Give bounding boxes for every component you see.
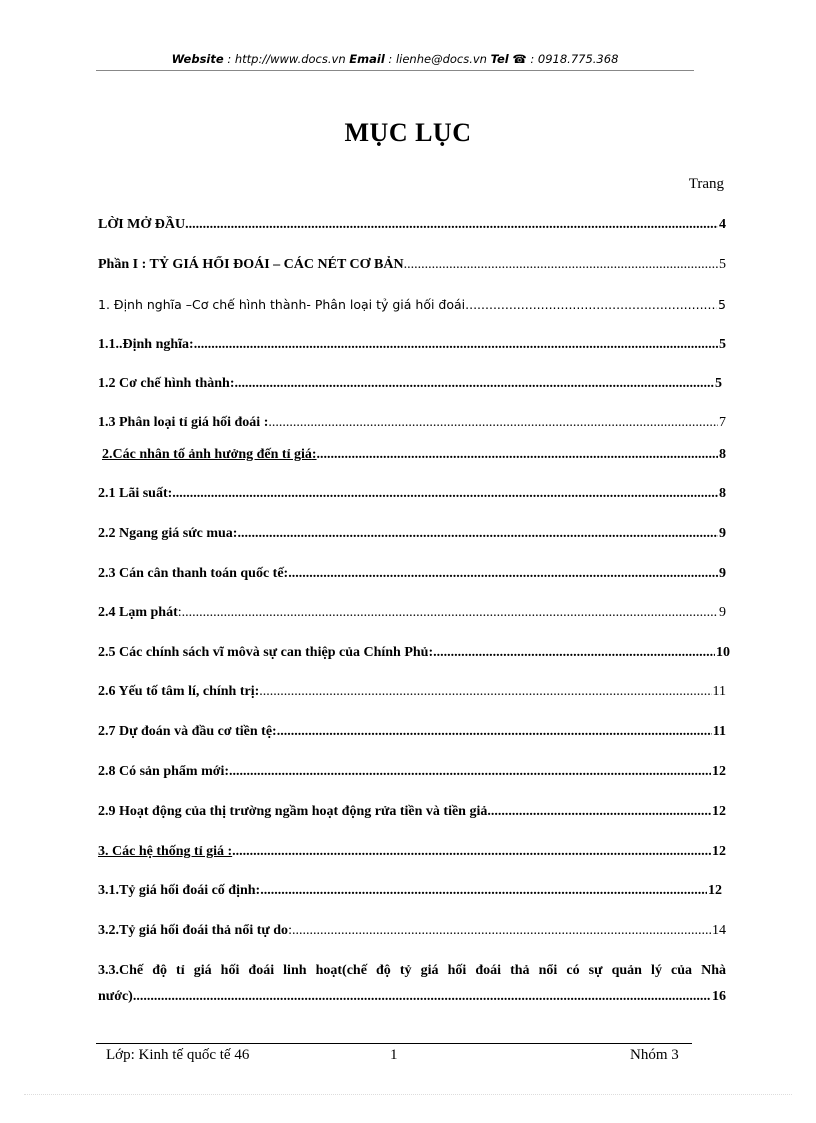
toc-entry: [98, 843, 726, 861]
toc-leader: [317, 446, 718, 464]
toc-entry: [98, 525, 726, 543]
toc-entry: [98, 256, 726, 274]
toc-leader: [465, 296, 717, 314]
footer-group-label: Nhóm 3: [630, 1047, 679, 1063]
toc-entry: [98, 336, 726, 354]
toc-entry-label-suffix: :: [311, 447, 317, 462]
toc-entry-page: 10: [716, 645, 730, 660]
toc-entry-label: 3. Các hệ thống tỉ giá :: [98, 844, 233, 859]
toc-entry-page: 11: [712, 684, 726, 699]
toc-entry-page: 16: [712, 989, 726, 1004]
toc-leader: [277, 723, 712, 741]
toc-entry: [98, 763, 726, 781]
toc-entry-page: 5: [719, 257, 726, 272]
toc-entry: [98, 644, 730, 662]
footer-class-label: Lớp: Kinh tế quốc tế 46: [106, 1047, 250, 1063]
toc-entry-page: 8: [719, 486, 726, 501]
toc-entry-page: 5: [718, 297, 726, 312]
toc-entry-label: LỜI MỞ ĐẦU: [98, 217, 186, 232]
phone-icon: ☎: [512, 52, 527, 66]
email-value: : lienhe@docs.vn: [384, 52, 491, 66]
page-header: [96, 52, 694, 66]
toc-leader: [288, 565, 718, 583]
toc-leader: [229, 763, 711, 781]
tel-value: : 0918.775.368: [526, 52, 619, 66]
toc-entry-label: 2.2 Ngang giá sức mua:: [98, 526, 238, 541]
toc-entry-page: 7: [719, 415, 726, 430]
toc-entry-label: 2.1 Lãi suất:: [98, 486, 173, 501]
toc-entry: [98, 988, 726, 1006]
toc-leader: [487, 803, 711, 821]
toc-entry: [98, 803, 726, 821]
toc-entry-page: 14: [712, 923, 726, 938]
toc-entry-label-suffix: :: [288, 923, 292, 938]
toc-entry: [102, 446, 726, 464]
toc-entry-page: 8: [719, 447, 726, 462]
toc-entry-label: 2.8 Có sản phẩm mới:: [98, 764, 230, 779]
toc-entry-label: 1. Định nghĩa –Cơ chế hình thành- Phân loại tỷ giá hối đoái: [98, 297, 466, 312]
toc-leader: [259, 683, 711, 701]
page-bottom-border: [24, 1094, 792, 1095]
toc-entry-label: 2.7 Dự đoán và đầu cơ tiền tệ:: [98, 724, 277, 739]
toc-entry-label: 2.Các nhân tố ảnh hưởng đến tỉ giá: [102, 447, 312, 462]
toc-entry-page: 12: [712, 844, 726, 859]
toc-entry: [98, 216, 726, 234]
toc-leader: [235, 375, 714, 393]
toc-entry-label: 3.1.Tỷ giá hối đoái cố định:: [98, 883, 261, 898]
toc-leader: [133, 988, 711, 1006]
toc-entry: [98, 683, 726, 701]
toc-entry-label: 2.6 Yếu tố tâm lí, chính trị:: [98, 684, 260, 699]
toc-entry: [98, 375, 722, 393]
toc-entry-page: 5: [719, 337, 726, 352]
website-value: : http://www.docs.vn: [223, 52, 350, 66]
toc-entry-page: 11: [712, 724, 726, 739]
footer-page-number: 1: [390, 1047, 398, 1063]
toc-entry-label: nước): [98, 989, 133, 1004]
toc-leader: [172, 485, 718, 503]
toc-leader: [292, 922, 711, 940]
toc-leader: [260, 882, 707, 900]
toc-leader: [404, 256, 718, 274]
toc-entry-label: 1.3 Phân loại tỉ giá hối đoái :: [98, 415, 269, 430]
toc-entry-page: 9: [719, 526, 726, 541]
toc-entry-label: Phần I : TỶ GIÁ HỐI ĐOÁI – CÁC NÉT CƠ BẢN: [98, 257, 404, 272]
page-title: MỤC LỤC: [344, 118, 472, 147]
footer-divider: [96, 1043, 692, 1044]
toc-entry-page: 4: [719, 217, 726, 232]
toc-entry-label: 3.2.Tỷ giá hối đoái thả nổi tự do: [98, 923, 289, 938]
toc-entry: [98, 723, 726, 741]
toc-entry-page: 12: [708, 883, 722, 898]
toc-entry-wrapped-line: 3.3.Chế độ tỉ giá hối đoái linh hoạt(chế độ tỷ giá hối đoái thả nổi có sự quản lý của Nhà: [98, 963, 726, 978]
website-label: Website: [171, 52, 224, 66]
toc-leader: [185, 216, 718, 234]
toc-leader: [237, 525, 718, 543]
header-divider: [96, 70, 694, 71]
toc-entry-page: 12: [712, 804, 726, 819]
toc-leader: [268, 414, 718, 432]
email-label: Email: [349, 52, 385, 66]
toc-entry-page: 12: [712, 764, 726, 779]
toc-entry-label: 2.3 Cán cân thanh toán quốc tế:: [98, 566, 289, 581]
toc-entry: [98, 296, 726, 314]
toc-entry: [98, 485, 726, 503]
toc-entry: [98, 604, 726, 622]
toc-entry-page: 9: [719, 605, 726, 620]
tel-label: Tel: [490, 52, 509, 66]
toc-entry: [98, 922, 726, 940]
toc-entry-label: 1.1..Định nghĩa:: [98, 337, 194, 352]
toc-entry-page: 9: [719, 566, 726, 581]
page-column-label: Trang: [688, 176, 724, 192]
toc-leader: [232, 843, 711, 861]
toc-entry: [98, 565, 726, 583]
toc-entry-label-suffix: :: [177, 605, 182, 620]
toc-entry: [98, 882, 722, 900]
toc-entry: [98, 414, 726, 432]
toc-entry-label: 2.9 Hoạt động của thị trường ngầm hoạt động rửa tiền và tiền giả: [98, 804, 488, 819]
toc-entry-page: 5: [715, 376, 722, 391]
toc-leader: [182, 604, 718, 622]
toc-entry-label: 2.5 Các chính sách vĩ môvà sự can thiệp của Chính Phủ:: [98, 645, 434, 660]
toc-entry-label: 2.4 Lạm phát: [98, 605, 178, 620]
toc-leader: [194, 336, 718, 354]
toc-entry-label: 1.2 Cơ chế hình thành:: [98, 376, 235, 391]
toc-leader: [433, 644, 715, 662]
